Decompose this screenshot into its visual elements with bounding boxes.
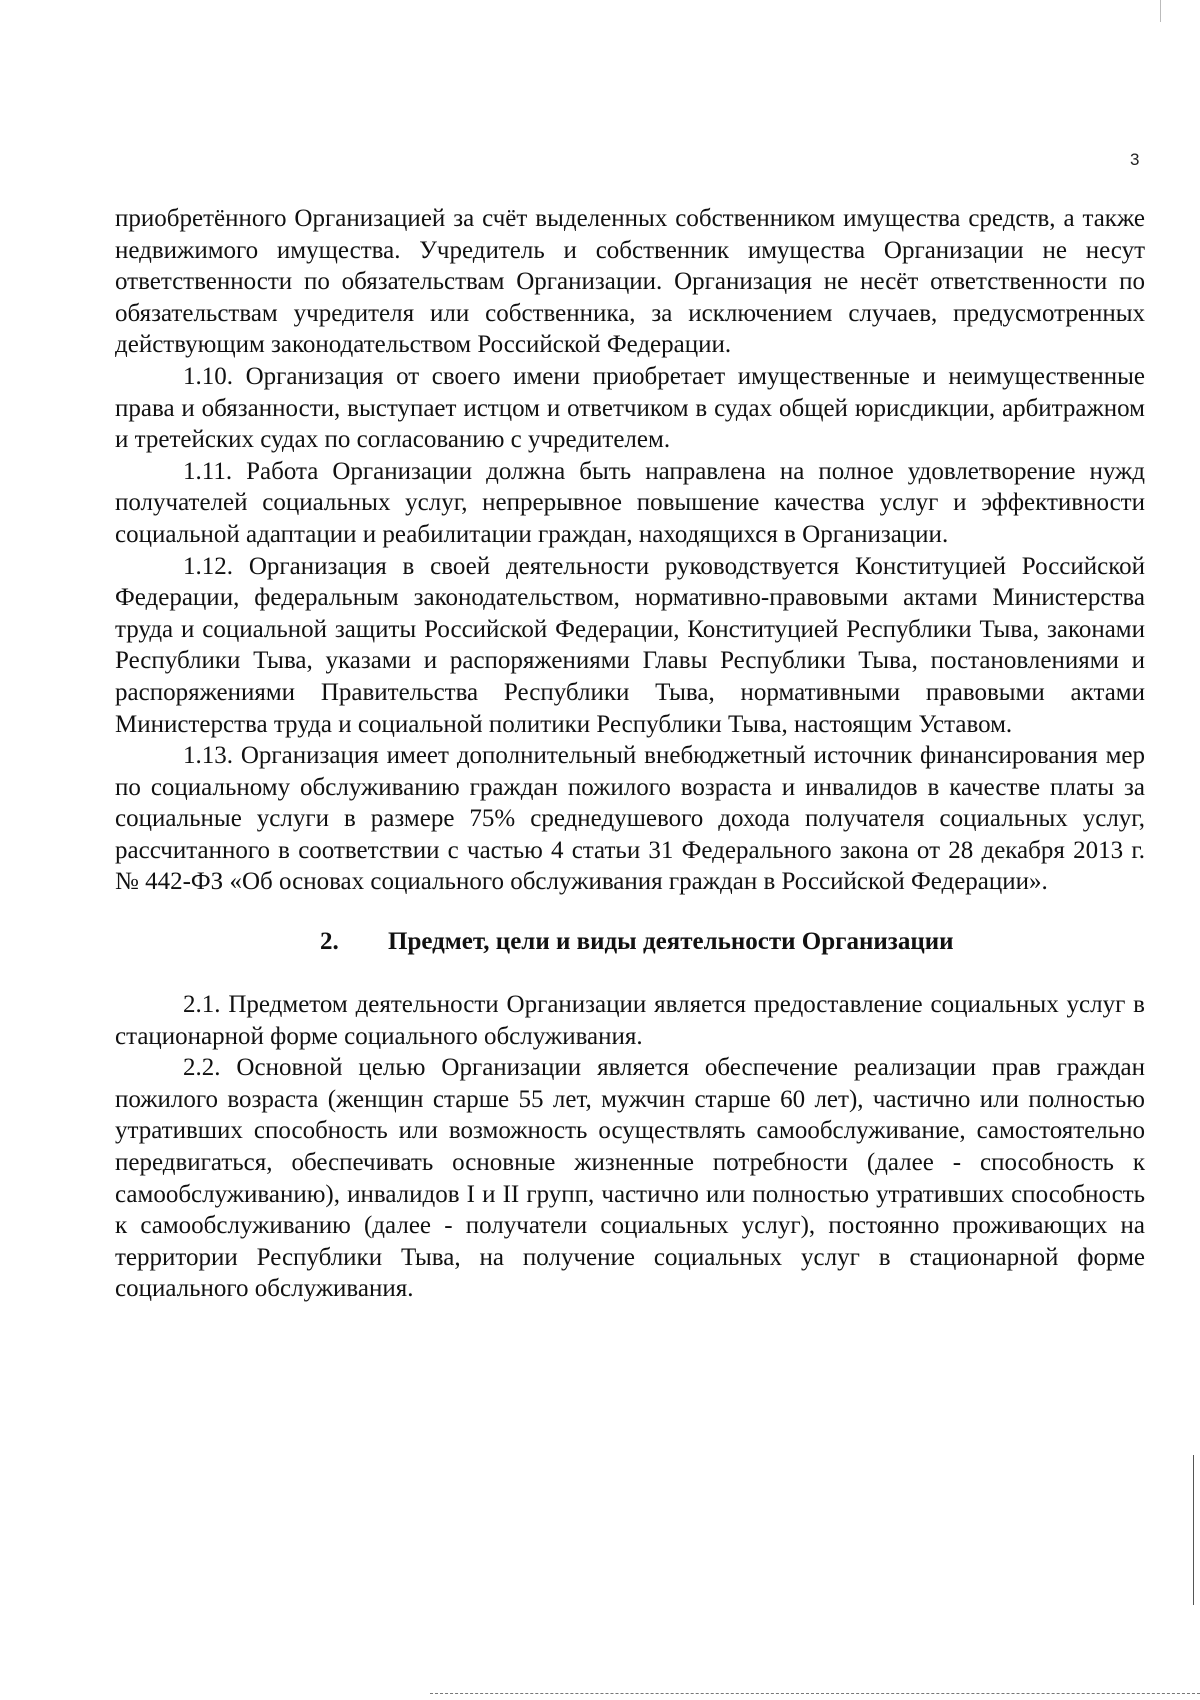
section-number: 2. bbox=[320, 928, 339, 956]
scan-edge-line bbox=[430, 1693, 1200, 1694]
paragraph-2-1: 2.1. Предметом деятельности Организации является предоставление социальных услуг в стационарной форме социального обслуживания. bbox=[115, 991, 1145, 1050]
paragraph-1-10: 1.10. Организация от своего имени приобретает имущественные и неимущественные права и обязанности, выступает истцом и ответчиком в судах общей юрисдикции, арбитражном и третейских судах по согласованию с учредителем. bbox=[115, 362, 1145, 454]
paragraph-2-2: 2.2. Основной целью Организации является обеспечение реализации прав граждан пожилого возраста (женщин старше 55 лет, мужчин старше 60 лет), частично или полностью утративших способность или возможность осуществлять самообслуживание, самостоятельно передвигаться, обеспечивать основные жизненные потребности (далее - способность к самообслуживанию), инвалидов I и II групп, частично или полностью утративших способность к самообслуживанию (далее - получатели социальных услуг), постоянно проживающих на территории Республики Тыва, на получение социальных услуг в стационарной форме социального обслуживания. bbox=[115, 1054, 1145, 1303]
paragraph-continuation: приобретённого Организацией за счёт выделенных собственником имущества средств, а также недвижимого имущества. Учредитель и собственник имущества Организации не несут ответственности по обязательствам Организации. Организация не несёт ответственности по обязательствам учредителя или собственника, за исключением случаев, предусмотренных действующим законодательством Российской Федерации. bbox=[115, 205, 1145, 359]
scan-edge-line bbox=[1193, 1455, 1194, 1605]
page-number: 3 bbox=[1130, 150, 1140, 169]
section-title: Предмет, цели и виды деятельности Организации bbox=[388, 928, 954, 956]
paragraph-1-11: 1.11. Работа Организации должна быть направлена на полное удовлетворение нужд получателей социальных услуг, непрерывное повышение качества услуг и эффективности социальной адаптации и реабилитации граждан, находящихся в Организации. bbox=[115, 457, 1145, 548]
document-body bbox=[115, 203, 1145, 1305]
paragraph-1-12: 1.12. Организация в своей деятельности руководствуется Конституцией Российской Федерации, федеральным законодательством, нормативно-правовыми актами Министерства труда и социальной защиты Российской Федерации, Конституцией Республики Тыва, законами Республики Тыва, указами и распоряжениями Главы Республики Тыва, постановлениями и распоряжениями Правительства Республики Тыва, нормативными правовыми актами Министерства труда и социальной политики Республики Тыва, настоящим Уставом. bbox=[115, 552, 1145, 738]
paragraph-1-13: 1.13. Организация имеет дополнительный внебюджетный источник финансирования мер по социальному обслуживанию граждан пожилого возраста и инвалидов в качестве платы за социальные услуги в размере 75% среднедушевого дохода получателя социальных услуг, рассчитанного в соответствии с частью 4 статьи 31 Федерального закона от 28 декабря 2013 г. № 442-ФЗ «Об основах социального обслуживания граждан в Российской Федерации». bbox=[115, 742, 1145, 896]
scan-edge-line bbox=[1160, 0, 1161, 22]
section-heading bbox=[115, 926, 1145, 957]
